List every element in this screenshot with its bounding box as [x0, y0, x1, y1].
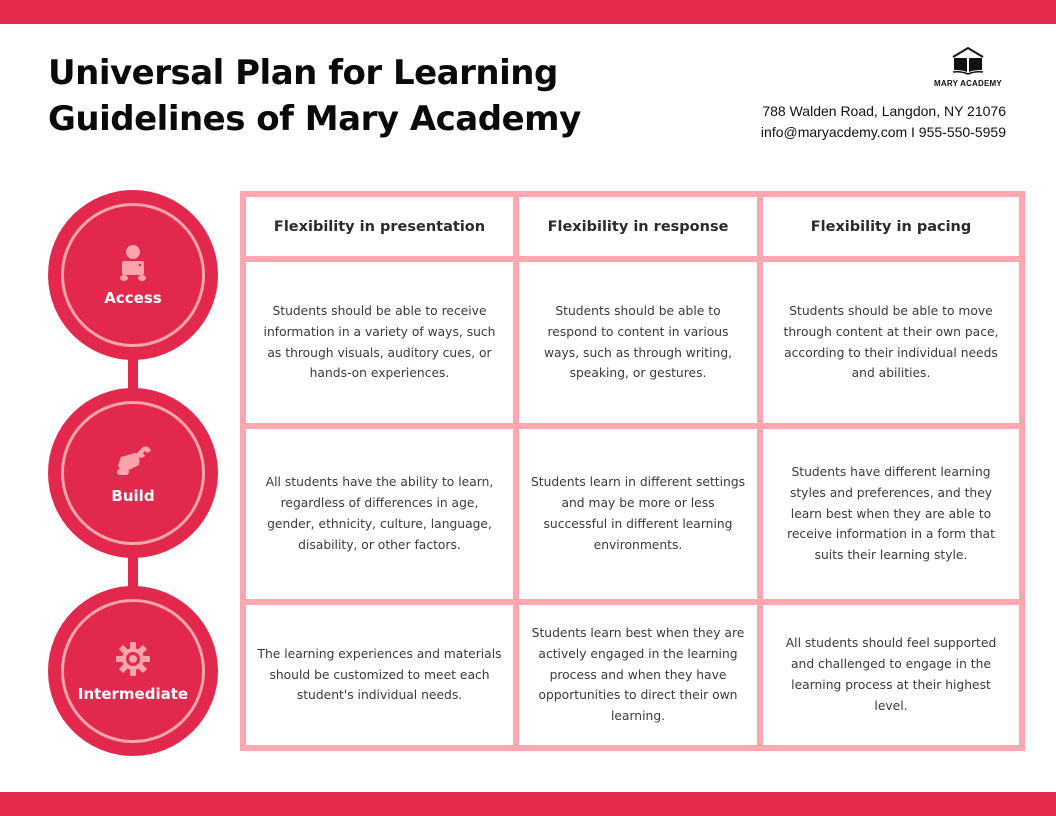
level-node-build	[48, 388, 218, 558]
table-cell: Students learn in different settings and may be more or less successful in different learning environments.	[519, 429, 757, 599]
address: 788 Walden Road, Langdon, NY 21076	[762, 103, 1006, 119]
column-header-response: Flexibility in response	[519, 197, 757, 256]
table-cell: Students have different learning styles and preferences, and they learn best when they are able to receive information in a form that suits their learning style.	[763, 429, 1019, 599]
column-header-presentation: Flexibility in presentation	[246, 197, 513, 256]
student-laptop-icon	[113, 243, 153, 283]
node-ring	[61, 401, 205, 545]
level-node-access	[48, 190, 218, 360]
level-node-intermediate	[48, 586, 218, 756]
table-cell: Students should be able to respond to content in various ways, such as through writing, speaking, or gestures.	[519, 262, 757, 423]
table-cell: All students should feel supported and challenged to engage in the learning process at their highest level.	[763, 605, 1019, 745]
node-ring	[61, 203, 205, 347]
academy-logo	[918, 46, 1018, 88]
hand-wrench-icon	[113, 441, 153, 481]
guidelines-table	[240, 191, 1025, 751]
node-ring	[61, 599, 205, 743]
column-header-pacing: Flexibility in pacing	[763, 197, 1019, 256]
title-line-2: Guidelines of Mary Academy	[48, 99, 581, 139]
levels-timeline	[48, 190, 218, 760]
bottom-accent-bar	[0, 792, 1056, 816]
open-book-house-icon	[951, 46, 985, 76]
logo-name: MARY ACADEMY	[934, 79, 1002, 88]
title-line-1: Universal Plan for Learning	[48, 53, 558, 93]
table-cell: Students should be able to receive information in a variety of ways, such as through visuals, auditory cues, or hands-on experiences.	[246, 262, 513, 423]
table-cell: The learning experiences and materials should be customized to meet each student's individual needs.	[246, 605, 513, 745]
table-cell: Students learn best when they are actively engaged in the learning process and when they have opportunities to direct their own learning.	[519, 605, 757, 745]
top-accent-bar	[0, 0, 1056, 24]
level-label: Access	[104, 289, 162, 307]
level-label: Build	[111, 487, 155, 505]
page-title	[48, 50, 608, 142]
level-label: Intermediate	[77, 685, 189, 703]
gear-icon	[113, 639, 153, 679]
email-phone: info@maryacdemy.com I 955-550-5959	[760, 124, 1006, 140]
table-cell: All students have the ability to learn, regardless of differences in age, gender, ethnicity, culture, language, disability, or other factors.	[246, 429, 513, 599]
contact-info	[761, 101, 1006, 143]
table-cell: Students should be able to move through content at their own pace, according to their individual needs and abilities.	[763, 262, 1019, 423]
